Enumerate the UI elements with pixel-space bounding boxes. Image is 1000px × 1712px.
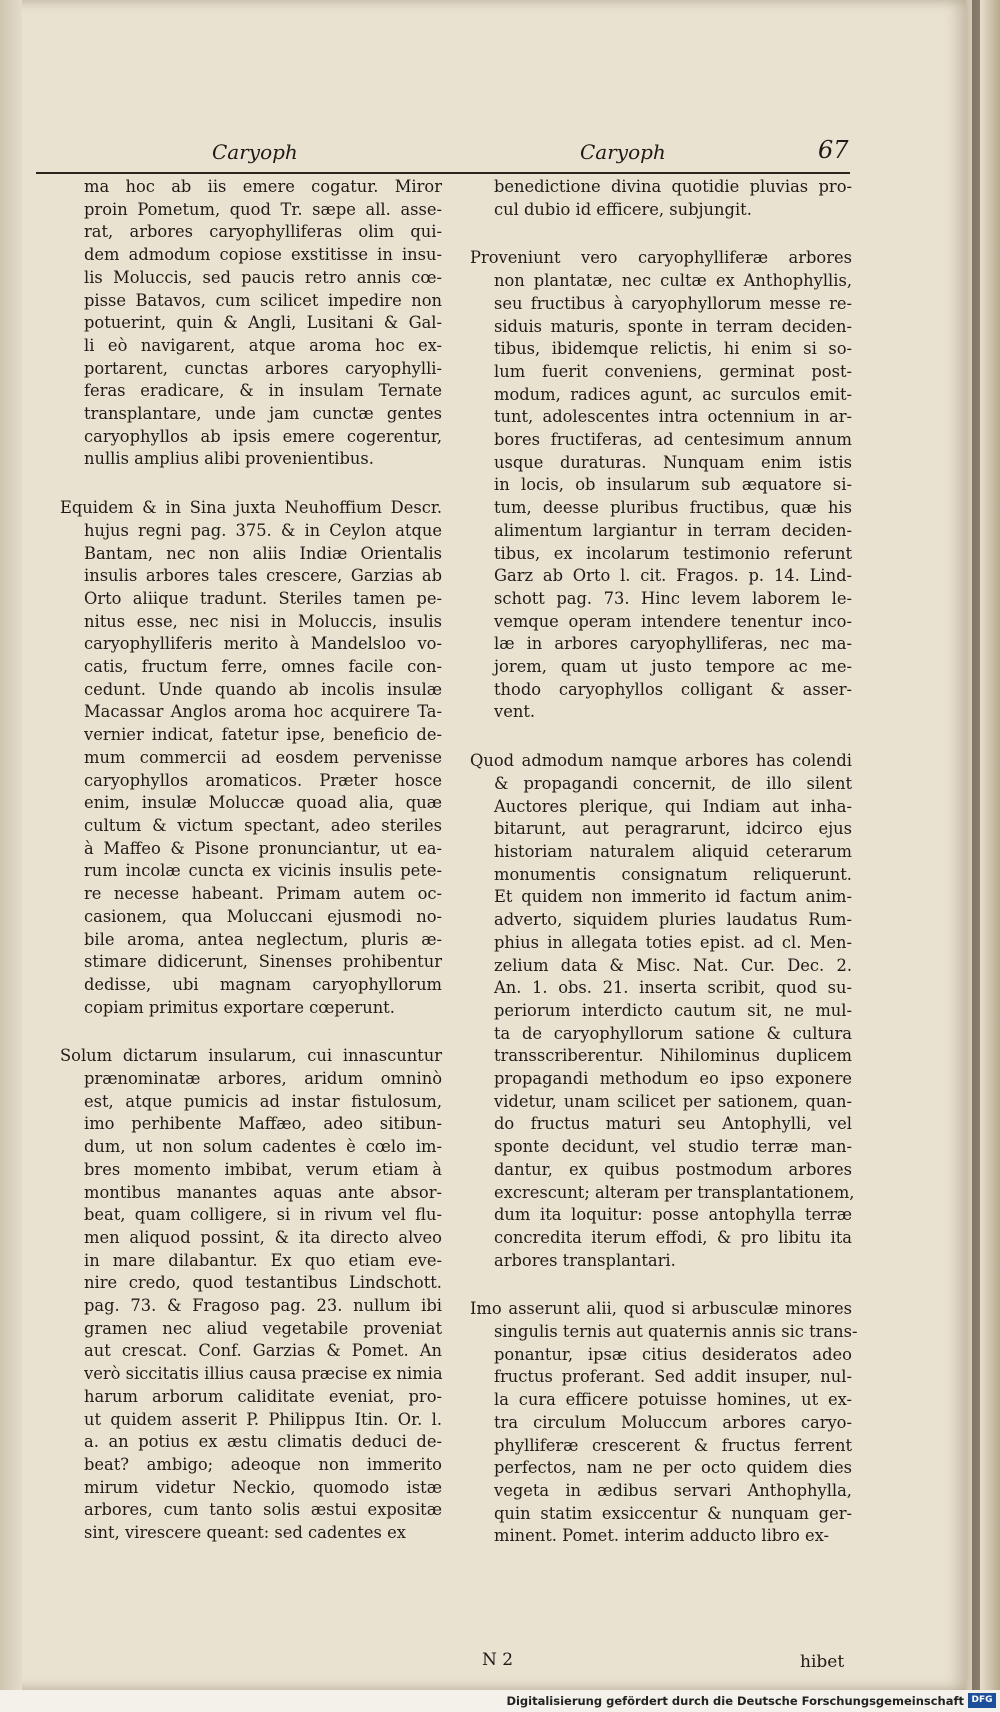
text-line: rum incolæ cuncta ex vicinis insulis pete- <box>84 861 442 881</box>
text-line: re necesse habeant. Primam autem oc- <box>84 884 442 904</box>
paragraph <box>470 1298 858 1548</box>
text-line: singulis ternis aut quaternis annis sic trans- <box>494 1322 858 1342</box>
text-line: nullis amplius alibi provenientibus. <box>84 449 374 469</box>
text-line: videtur, unam scilicet per sationem, quan- <box>494 1091 852 1111</box>
text-line: casionem, qua Moluccani ejusmodi no- <box>84 906 442 926</box>
text-line: arbores transplantari. <box>494 1250 676 1270</box>
text-line: arbores, cum tanto solis æstui expositæ <box>84 1500 442 1520</box>
text-line: rat, arbores caryophylliferas olim qui- <box>84 222 442 242</box>
text-line: siduis maturis, sponte in terram deciden- <box>494 316 852 336</box>
text-line: nitus esse, nec nisi in Moluccis, insulis <box>84 611 442 631</box>
text-line: propagandi methodum eo ipso exponere <box>494 1069 852 1089</box>
text-line: dedisse, ubi magnam caryophyllorum <box>84 974 442 994</box>
text-line: lis Moluccis, sed paucis retro annis cœ- <box>84 267 442 287</box>
text-line: dum ita loquitur: posse antophylla terræ <box>494 1205 852 1225</box>
paragraph <box>470 750 855 1272</box>
text-line: ut quidem asserit P. Philippus Itin. Or. l. <box>84 1409 442 1429</box>
text-line: perfectos, nam ne per octo quidem dies <box>494 1458 852 1478</box>
paragraph <box>60 176 442 471</box>
page-number: 67 <box>818 136 849 164</box>
text-line: jorem, quam ut justo tempore ac me- <box>494 657 852 677</box>
text-line: aut crescat. Conf. Garzias & Pomet. An <box>84 1341 442 1361</box>
text-line: Proveniunt vero caryophylliferæ arbores <box>470 248 852 268</box>
paragraph <box>470 247 852 724</box>
text-line: prænominatæ arbores, aridum omninò <box>84 1069 442 1089</box>
paragraph-gap <box>470 221 852 247</box>
text-line: in mare dilabantur. Ex quo etiam eve- <box>84 1250 442 1270</box>
text-line: caryophylliferis merito à Mandelsloo vo- <box>84 634 442 654</box>
text-line: stimare didicerunt, Sinenses prohibentur <box>84 952 442 972</box>
text-line: dem admodum copiose exstitisse in insu- <box>84 245 442 265</box>
text-line: excrescunt; alteram per transplantationem, <box>494 1182 855 1202</box>
text-line: Et quidem non immerito id factum anim- <box>494 887 852 907</box>
text-line: harum arborum caliditate eveniat, pro- <box>84 1386 442 1406</box>
text-line: sponte decidunt, vel studio terræ man- <box>494 1137 852 1157</box>
text-line: caryophyllos aromaticos. Præter hosce <box>84 770 442 790</box>
footer-credit: Digitalisierung gefördert durch die Deutsche Forschungsgemeinschaft <box>506 1694 964 1708</box>
dfg-logo: DFG <box>968 1693 996 1708</box>
catchword: hibet <box>800 1652 845 1672</box>
text-line: bores fructiferas, ad centesimum annum <box>494 430 852 450</box>
text-line: beat, quam colligere, si in rivum vel flu- <box>84 1205 442 1225</box>
text-line: transplantare, unde jam cunctæ gentes <box>84 404 442 424</box>
text-line: verò siccitatis illius causa præcise ex nimia <box>84 1364 443 1384</box>
text-line: phius in allegata toties epist. ad cl. Men- <box>494 932 852 952</box>
paragraph-gap <box>60 1019 442 1045</box>
text-line: non plantatæ, nec cultæ ex Anthophyllis, <box>494 271 852 291</box>
text-line: usque duraturas. Nunquam enim istis <box>494 452 852 472</box>
text-line: vernier indicat, fatetur ipse, beneficio de- <box>84 725 442 745</box>
text-line: quin statim exsiccentur & nunquam ger- <box>494 1503 852 1523</box>
text-line: men aliquod possint, & ita directo alveo <box>84 1227 442 1247</box>
text-line: vemque operam intendere tenentur inco- <box>494 611 852 631</box>
text-line: modum, radices agunt, ac surculos emit- <box>494 384 852 404</box>
text-line: catis, fructum ferre, omnes facile con- <box>84 657 442 677</box>
text-line: gramen nec aliud vegetabile proveniat <box>84 1318 442 1338</box>
text-line: li eò navigarent, atque aroma hoc ex- <box>84 335 442 355</box>
text-line: Garz ab Orto l. cit. Fragos. p. 14. Lind- <box>494 566 852 586</box>
text-line: potuerint, quin & Angli, Lusitani & Gal- <box>84 313 442 333</box>
text-line: pag. 73. & Fragoso pag. 23. nullum ibi <box>84 1296 442 1316</box>
text-line: fructus proferant. Sed addit insuper, nul- <box>494 1367 852 1387</box>
text-line: a. an potius ex æstu climatis deduci de- <box>84 1432 442 1452</box>
text-line: ponantur, ipsæ citius desideratos adeo <box>494 1344 852 1364</box>
paragraph-gap <box>60 471 442 497</box>
text-line: in locis, ob insularum sub æquatore si- <box>494 475 852 495</box>
text-line: bile aroma, antea neglectum, pluris æ- <box>84 929 442 949</box>
text-line: zelium data & Misc. Nat. Cur. Dec. 2. <box>494 955 852 975</box>
text-line: hujus regni pag. 375. & in Ceylon atque <box>84 520 442 540</box>
text-line: Equidem & in Sina juxta Neuhoffium Descr. <box>60 498 442 518</box>
text-line: & propagandi concernit, de illo silent <box>494 773 852 793</box>
text-line: mirum videtur Neckio, quomodo istæ <box>84 1477 442 1497</box>
text-line: do fructus maturi seu Antophylli, vel <box>494 1114 852 1134</box>
page-left-edge <box>0 0 22 1690</box>
text-line: tum, deesse pluribus fructibus, quæ his <box>494 498 852 518</box>
text-line: ma hoc ab iis emere cogatur. Miror <box>84 177 442 196</box>
text-line: periorum interdicto cautum sit, ne mul- <box>494 1000 852 1020</box>
text-line: est, atque pumicis ad instar fistulosum, <box>84 1091 442 1111</box>
text-line: bitarunt, aut peragrarunt, idcirco ejus <box>494 819 852 839</box>
text-line: vent. <box>494 702 536 722</box>
text-line: imo perhibente Maffæo, adeo sitibun- <box>84 1114 442 1134</box>
text-line: ta de caryophyllorum satione & cultura <box>494 1023 852 1043</box>
text-line: An. 1. obs. 21. inserta scribit, quod su- <box>494 978 852 998</box>
running-header <box>0 136 966 170</box>
text-line: mum commercii ad eosdem pervenisse <box>84 747 442 767</box>
text-line: enim, insulæ Moluccæ quoad alia, quæ <box>84 793 442 813</box>
text-line: proin Pometum, quod Tr. sæpe all. asse- <box>84 199 442 219</box>
text-line: Orto aliique tradunt. Steriles tamen pe- <box>84 588 442 608</box>
paragraph-gap <box>470 1272 852 1298</box>
text-line: alimentum largiantur in terram deciden- <box>494 520 852 540</box>
text-line: insulis arbores tales crescere, Garzias ab <box>84 566 442 586</box>
text-line: vegeta in ædibus servari Anthophylla, <box>494 1480 852 1500</box>
paragraph-gap <box>470 724 852 750</box>
text-line: nire credo, quod testantibus Lindschott. <box>84 1273 442 1293</box>
signature-mark: N 2 <box>482 1650 514 1670</box>
text-line: Solum dictarum insularum, cui innascuntur <box>60 1046 442 1066</box>
text-line: copiam primitus exportare cœperunt. <box>84 997 395 1017</box>
text-line: cultum & victum spectant, adeo steriles <box>84 815 442 835</box>
text-line: minent. Pomet. interim adducto libro ex- <box>494 1526 829 1546</box>
text-line: cul dubio id efficere, subjungit. <box>494 199 752 219</box>
paragraph <box>60 497 442 1019</box>
running-head-left: Caryoph <box>212 140 298 164</box>
text-line: Bantam, nec non aliis Indiæ Orientalis <box>84 543 442 563</box>
text-line: tibus, ex incolarum testimonio referunt <box>494 543 852 563</box>
text-line: historiam naturalem aliquid ceterarum <box>494 841 852 861</box>
text-line: Macassar Anglos aroma hoc acquirere Ta- <box>84 702 442 722</box>
text-line: cedunt. Unde quando ab incolis insulæ <box>84 679 442 699</box>
paragraph <box>470 176 852 221</box>
text-line: dum, ut non solum cadentes è cœlo im- <box>84 1137 442 1157</box>
text-line: portarent, cunctas arbores caryophylli- <box>84 358 442 378</box>
right-column <box>470 176 858 1548</box>
text-line: læ in arbores caryophylliferas, nec ma- <box>494 634 852 654</box>
text-line: adverto, siquidem pluries laudatus Rum- <box>494 910 852 930</box>
running-head-right: Caryoph <box>580 140 666 164</box>
footer-bar <box>0 1690 1000 1712</box>
left-column <box>60 176 442 1545</box>
text-line: pisse Batavos, cum scilicet impedire non <box>84 290 442 310</box>
header-rule <box>36 172 850 174</box>
text-line: schott pag. 73. Hinc levem laborem le- <box>494 588 852 608</box>
text-line: dantur, ex quibus postmodum arbores <box>494 1159 852 1179</box>
text-line: concredita iterum effodi, & pro libitu ita <box>494 1227 852 1247</box>
text-line: phylliferæ crescerent & fructus ferrent <box>494 1435 852 1455</box>
text-line: Auctores plerique, qui Indiam aut inha- <box>494 796 852 816</box>
text-line: lum fuerit conveniens, germinat post- <box>494 361 852 381</box>
text-line: monumentis consignatum reliquerunt. <box>494 864 852 884</box>
text-line: tunt, adolescentes intra octennium in ar- <box>494 407 852 427</box>
text-line: Quod admodum namque arbores has colendi <box>470 751 852 771</box>
book-spine-shadow <box>972 0 980 1690</box>
text-line: thodo caryophyllos colligant & asser- <box>494 679 852 699</box>
text-line: seu fructibus à caryophyllorum messe re- <box>494 293 852 313</box>
text-line: tibus, ibidemque relictis, hi enim si so- <box>494 339 852 359</box>
text-line: beat? ambigo; adeoque non immerito <box>84 1454 442 1474</box>
text-line: tra circulum Moluccum arbores caryo- <box>494 1412 852 1432</box>
text-line: feras eradicare, & in insulam Ternate <box>84 381 442 401</box>
text-line: la cura efficere potuisse homines, ut ex- <box>494 1390 852 1410</box>
text-line: caryophyllos ab ipsis emere cogerentur, <box>84 426 442 446</box>
text-line: Imo asserunt alii, quod si arbusculæ minores <box>470 1299 852 1319</box>
text-line: sint, virescere queant: sed cadentes ex <box>84 1523 406 1543</box>
text-line: à Maffeo & Pisone pronunciantur, ut ea- <box>84 838 442 858</box>
paragraph <box>60 1045 442 1544</box>
text-line: transscriberentur. Nihilominus duplicem <box>494 1046 852 1066</box>
text-line: bres momento imbibat, verum etiam à <box>84 1159 442 1179</box>
text-line: montibus manantes aquas ante absor- <box>84 1182 442 1202</box>
text-line: benedictione divina quotidie pluvias pro- <box>494 177 852 196</box>
